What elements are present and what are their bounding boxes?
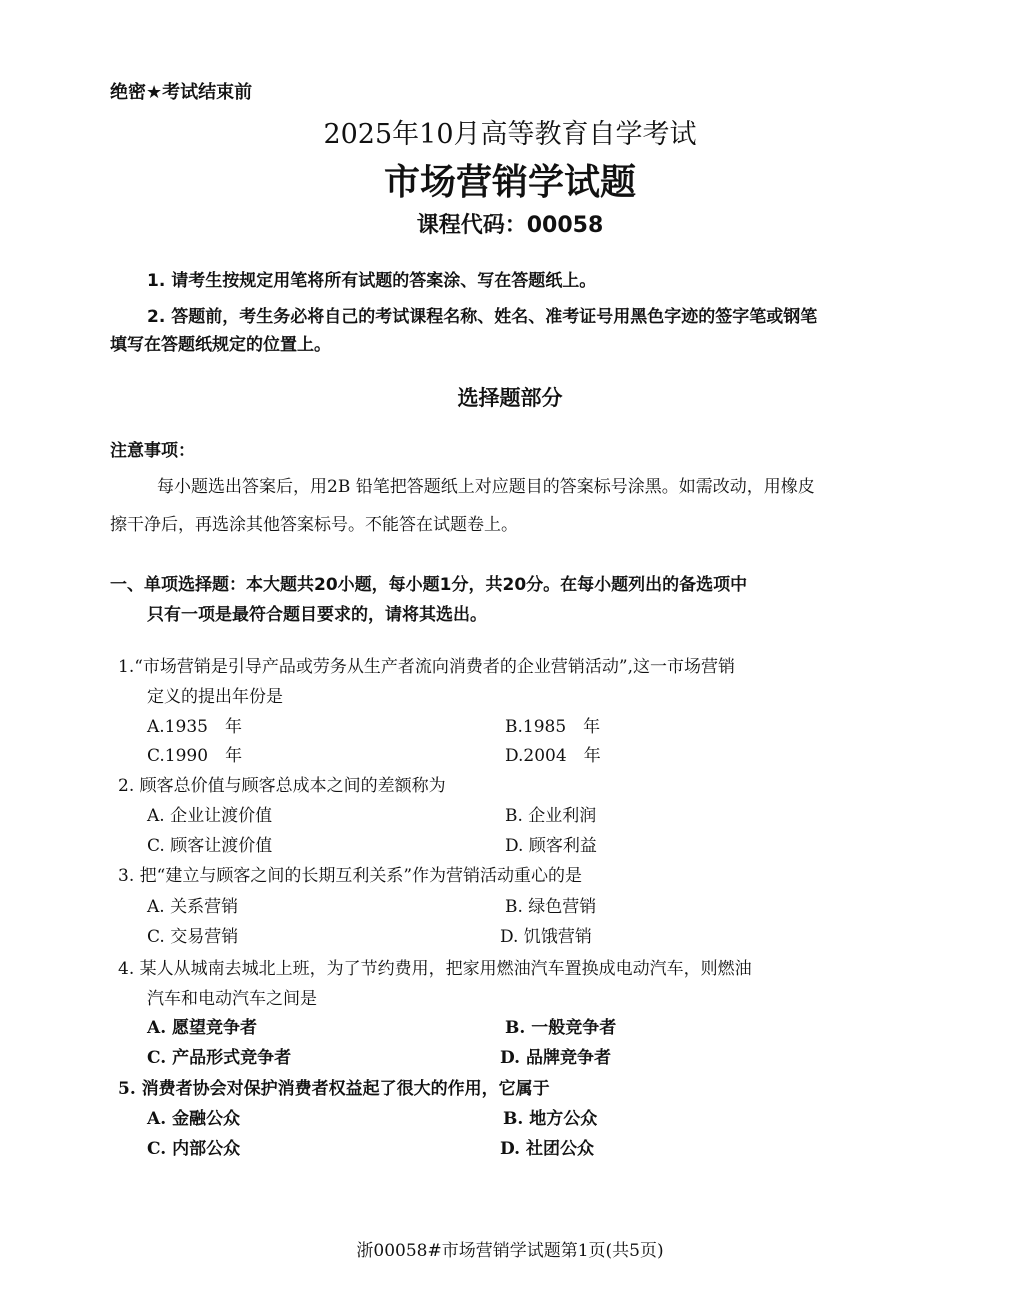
secret-mark: 绝密★考试结束前 xyxy=(110,82,253,103)
option-a: A. 金融公众 xyxy=(147,1109,241,1129)
option-d: D. 品牌竞争者 xyxy=(500,1048,611,1068)
option-a: A. 企业让渡价值 xyxy=(147,806,273,826)
option-d: D. 社团公众 xyxy=(500,1139,594,1159)
part-heading-line-1: 一、单项选择题：本大题共20小题，每小题1分，共20分。在每小题列出的备选项中 xyxy=(110,575,748,595)
question-stem: 2. 顾客总价值与顾客总成本之间的差额称为 xyxy=(118,776,446,796)
section-title: 选择题部分 xyxy=(457,386,563,410)
option-a: A. 愿望竞争者 xyxy=(147,1018,258,1038)
question-stem: 1.“市场营销是引导产品或劳务从生产者流向消费者的企业营销活动”,这一市场营销 xyxy=(118,657,736,677)
part-heading-line-2: 只有一项是最符合题目要求的，请将其选出。 xyxy=(147,605,487,625)
option-c: C. 产品形式竞争者 xyxy=(147,1048,292,1068)
option-a: A. 关系营销 xyxy=(147,897,239,917)
option-d: D. 饥饿营销 xyxy=(500,927,592,947)
attention-line-1: 每小题选出答案后，用2B 铅笔把答题纸上对应题目的答案标号涂黑。如需改动，用橡皮 xyxy=(157,477,815,497)
option-c: C. 内部公众 xyxy=(147,1139,241,1159)
instruction-line-3: 填写在答题纸规定的位置上。 xyxy=(110,335,331,355)
option-b: B. 企业利润 xyxy=(505,806,597,826)
question-stem-continued: 定义的提出年份是 xyxy=(147,687,283,707)
option-c: C. 交易营销 xyxy=(147,927,239,947)
question-stem: 4. 某人从城南去城北上班，为了节约费用，把家用燃油汽车置换成电动汽车，则燃油 xyxy=(118,959,752,979)
option-c: C.1990 年 xyxy=(147,746,243,766)
question-stem: 5. 消费者协会对保护消费者权益起了很大的作用，它属于 xyxy=(118,1079,550,1099)
attention-label: 注意事项： xyxy=(110,441,195,461)
option-b: B. 地方公众 xyxy=(503,1109,598,1129)
option-b: B.1985 年 xyxy=(505,717,601,737)
instruction-line-2: 2. 答题前，考生务必将自己的考试课程名称、姓名、准考证号用黑色字迹的签字笔或钢笔 xyxy=(147,307,818,327)
option-d: D.2004 年 xyxy=(505,746,601,766)
exam-title: 2025年10月高等教育自学考试 xyxy=(323,119,697,150)
option-b: B. 一般竞争者 xyxy=(505,1018,617,1038)
page-footer: 浙00058#市场营销学试题第1页(共5页) xyxy=(356,1241,664,1261)
option-d: D. 顾客利益 xyxy=(505,836,597,856)
option-c: C. 顾客让渡价值 xyxy=(147,836,273,856)
question-stem: 3. 把“建立与顾客之间的长期互利关系”作为营销活动重心的是 xyxy=(118,866,583,886)
course-code: 课程代码：00058 xyxy=(416,213,604,238)
attention-line-2: 擦干净后，再选涂其他答案标号。不能答在试题卷上。 xyxy=(110,515,518,535)
option-a: A.1935 年 xyxy=(147,717,242,737)
subject-title: 市场营销学试题 xyxy=(383,162,636,203)
instruction-line-1: 1. 请考生按规定用笔将所有试题的答案涂、写在答题纸上。 xyxy=(147,271,597,291)
option-b: B. 绿色营销 xyxy=(505,897,597,917)
question-stem-continued: 汽车和电动汽车之间是 xyxy=(147,989,317,1009)
